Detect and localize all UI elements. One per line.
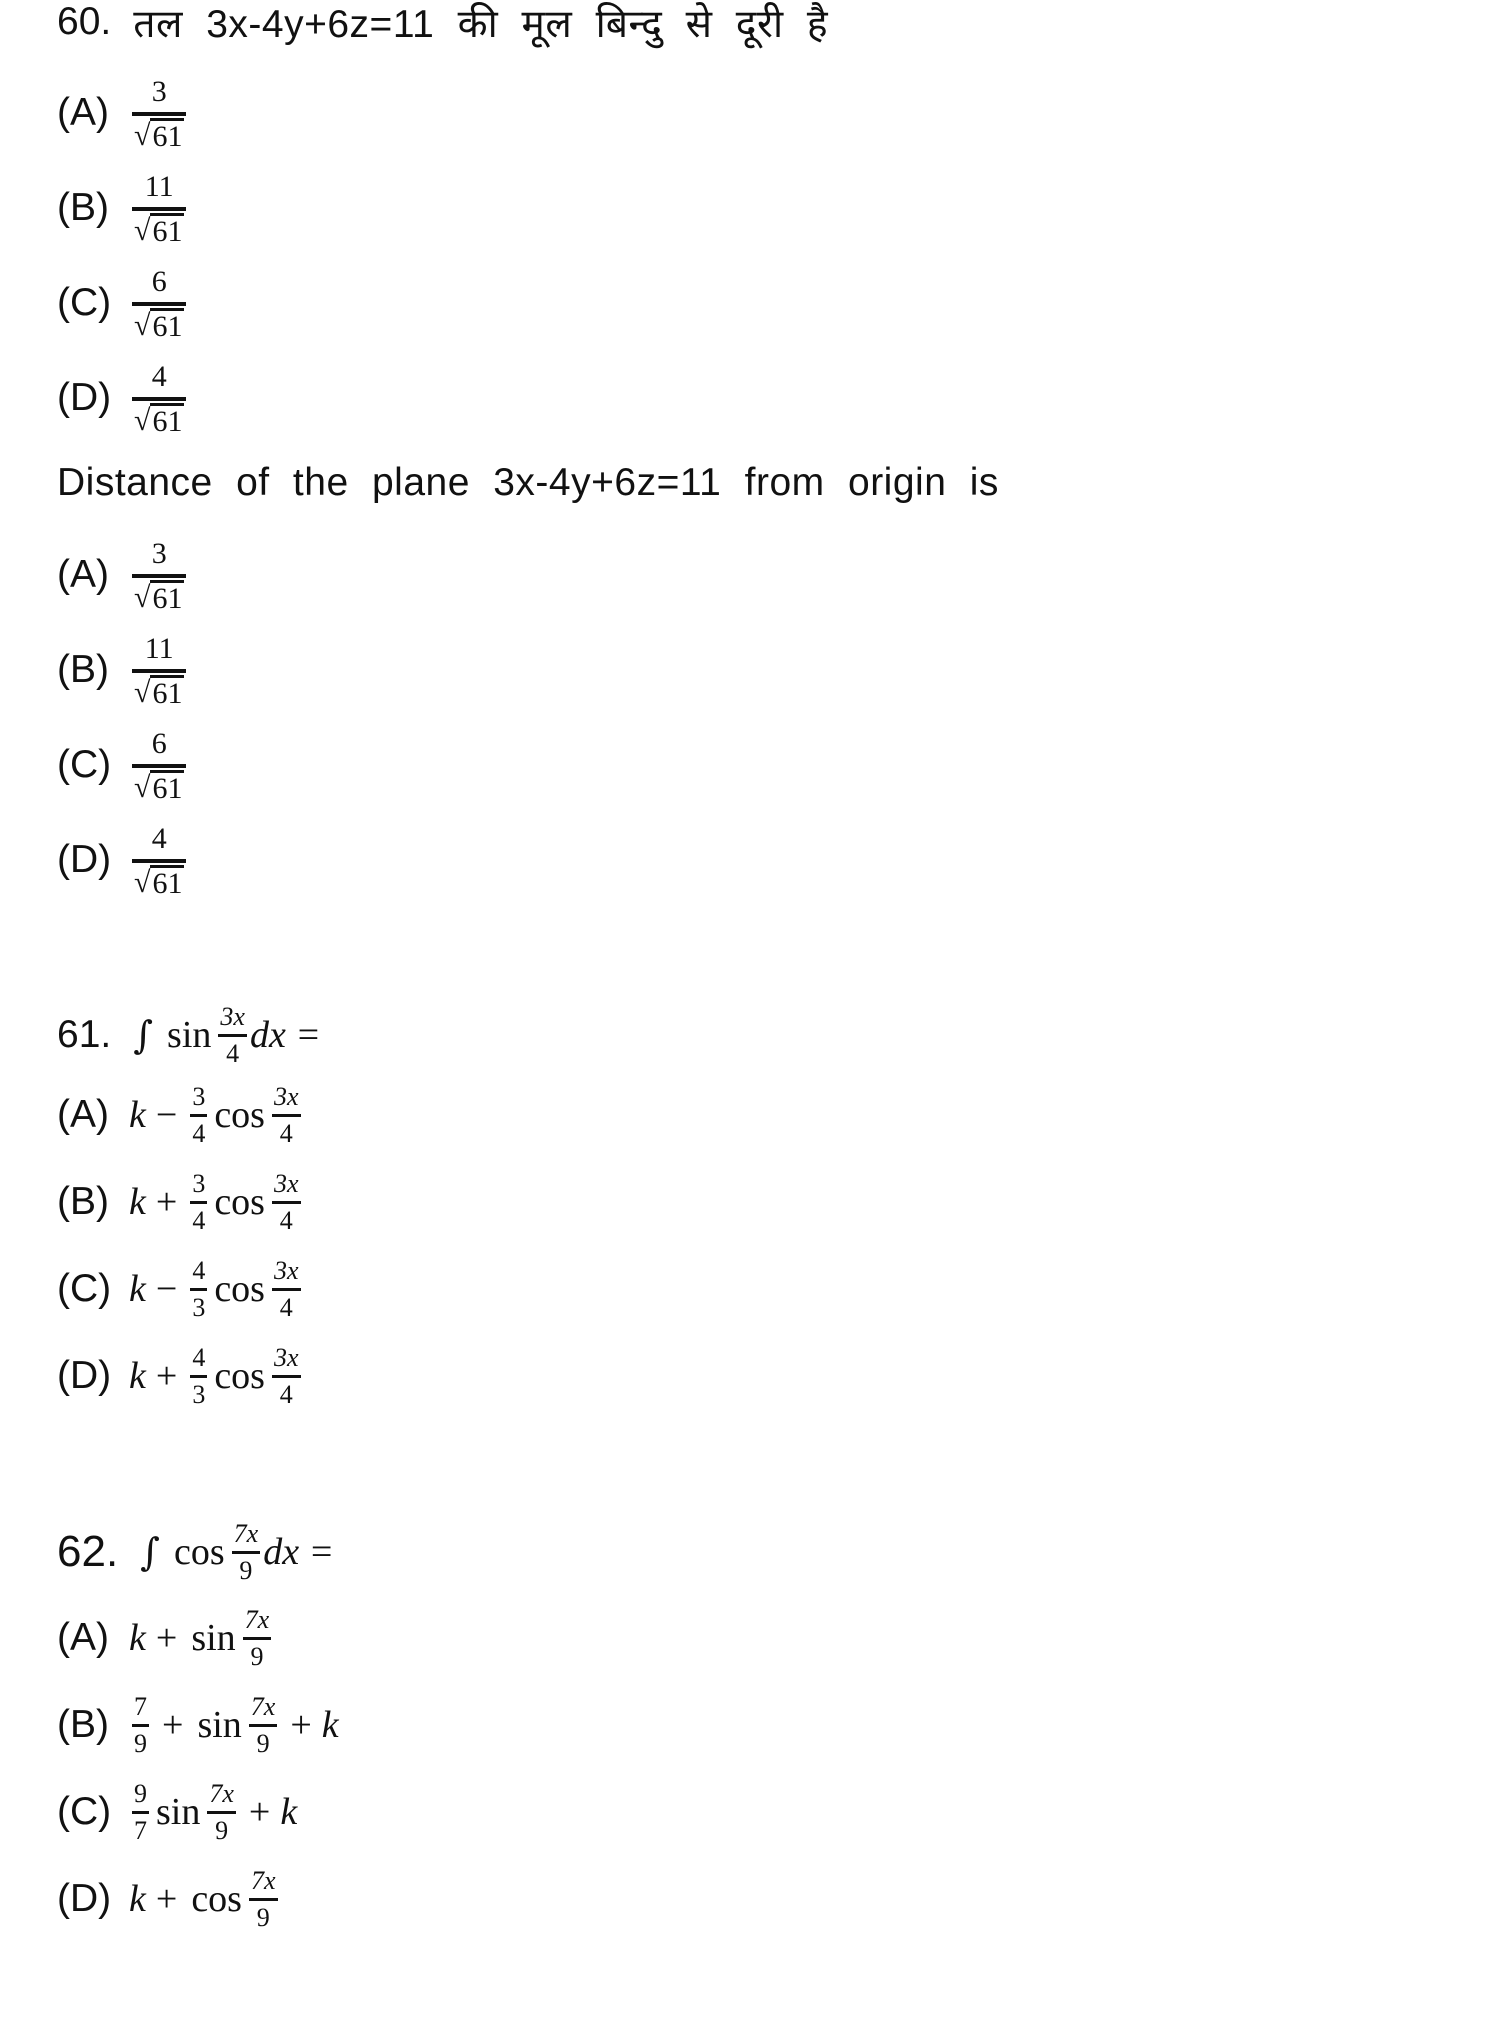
fraction-bar	[132, 574, 186, 578]
fraction: $\frac{4}{3}$	[192, 1342, 206, 1409]
option-label: (A)	[57, 91, 109, 134]
fraction	[132, 359, 186, 438]
sqrt-icon: √	[134, 675, 151, 709]
integral-icon: ∫	[133, 1013, 154, 1057]
fraction-bar	[249, 1724, 278, 1727]
fraction: $\frac{3x}{4}$	[273, 1168, 299, 1235]
q60-hindi-option-a[interactable]	[57, 68, 189, 158]
q61-question	[57, 995, 321, 1075]
option-label: (A)	[57, 553, 109, 596]
q62-option-b[interactable]	[57, 1685, 339, 1765]
q60-hindi-option-c[interactable]	[57, 258, 189, 348]
fraction-bar	[132, 1811, 149, 1814]
q60-english-option-c[interactable]	[57, 720, 189, 810]
numerator: 4	[151, 359, 167, 393]
numerator: 6	[151, 726, 167, 760]
fraction	[132, 169, 186, 248]
fraction-bar	[272, 1375, 301, 1378]
fraction: $\frac{3x}{4}$	[273, 1342, 299, 1409]
numerator: 11	[144, 169, 174, 203]
sqrt-icon: √	[134, 118, 151, 152]
sqrt-denominator: √ 61	[134, 580, 183, 615]
option-label: (A)	[57, 1616, 109, 1659]
q62-option-a[interactable]	[57, 1598, 274, 1678]
fraction: $\frac{3x}{4}$	[220, 1001, 245, 1068]
q62-option-d[interactable]	[57, 1859, 281, 1939]
q60-english-question	[57, 458, 999, 508]
fraction: $\frac{4}{3}$	[192, 1255, 206, 1322]
sqrt-denominator: √ 61	[134, 118, 183, 153]
fraction-bar	[218, 1034, 247, 1037]
option-expression: $\frac{9}{7}$ sin $\frac{7x}{9}$ + k	[134, 1778, 298, 1845]
fraction-bar	[132, 302, 186, 306]
q60-english-option-a[interactable]	[57, 530, 189, 620]
q60-hindi-question	[57, 0, 828, 44]
q60-hindi-option-b[interactable]	[57, 163, 189, 253]
sqrt-icon: √	[134, 308, 151, 342]
fraction-bar	[272, 1288, 301, 1291]
option-label: (D)	[57, 1354, 112, 1397]
fraction: $\frac{3}{4}$	[192, 1081, 206, 1148]
q62-option-c[interactable]	[57, 1772, 297, 1852]
fraction-bar	[132, 112, 186, 116]
question-text-english: Distance of the plane 3x-4y+6z=11 from origin is	[57, 461, 999, 504]
fraction-bar	[132, 764, 186, 768]
sqrt-denominator: √ 61	[134, 675, 183, 710]
q61-option-a[interactable]	[57, 1075, 304, 1155]
fraction: $\frac{3}{4}$	[192, 1168, 206, 1235]
fraction: $\frac{9}{7}$	[134, 1778, 147, 1845]
option-label: (C)	[57, 743, 112, 786]
option-expression: k + $\frac{4}{3}$ cos $\frac{3x}{4}$	[129, 1342, 299, 1409]
sqrt-denominator: √ 61	[134, 213, 183, 248]
q61-option-c[interactable]	[57, 1249, 304, 1329]
integral-icon: ∫	[140, 1530, 160, 1574]
fraction	[132, 74, 186, 153]
option-label: (B)	[57, 1703, 109, 1746]
question-number: 62.	[57, 1527, 119, 1576]
sqrt-icon: √	[134, 580, 151, 614]
option-expression: k + cos $\frac{7x}{9}$	[129, 1865, 276, 1932]
option-label: (D)	[57, 1877, 112, 1920]
option-expression: k + $\frac{3}{4}$ cos $\frac{3x}{4}$	[129, 1168, 299, 1235]
question-number: 61.	[57, 1013, 112, 1056]
fraction: $\frac{3x}{4}$	[273, 1255, 299, 1322]
option-label: (B)	[57, 1180, 109, 1223]
sqrt-icon: √	[134, 770, 151, 804]
numerator: 4	[151, 821, 167, 855]
q61-option-b[interactable]	[57, 1162, 304, 1242]
option-label: (A)	[57, 1093, 109, 1136]
fraction	[132, 821, 186, 900]
question-number: 60.	[57, 0, 112, 43]
fraction-bar	[272, 1114, 301, 1117]
sqrt-icon: √	[134, 403, 151, 437]
sqrt-denominator: √ 61	[134, 865, 183, 900]
fraction: $\frac{7x}{9}$	[244, 1604, 270, 1671]
fraction-bar	[272, 1201, 301, 1204]
fraction-bar	[190, 1201, 207, 1204]
q60-english-option-d[interactable]	[57, 815, 189, 905]
numerator: 11	[144, 631, 174, 665]
q61-option-d[interactable]	[57, 1336, 304, 1416]
fraction: $\frac{7}{9}$	[134, 1691, 147, 1758]
fraction-bar	[232, 1551, 261, 1554]
fraction: $\frac{7x}{9}$	[209, 1778, 234, 1845]
fraction-bar	[132, 397, 186, 401]
option-expression: k + sin $\frac{7x}{9}$	[129, 1604, 270, 1671]
option-label: (C)	[57, 1790, 112, 1833]
numerator: 3	[151, 536, 167, 570]
fraction-bar	[190, 1288, 207, 1291]
sqrt-icon: √	[134, 865, 151, 899]
integral-expression: ∫ cos $\frac{7x}{9}$ dx =	[140, 1518, 335, 1585]
sqrt-denominator: √ 61	[134, 770, 183, 805]
fraction-bar	[132, 1724, 149, 1727]
fraction	[132, 536, 186, 615]
fraction: $\frac{7x}{9}$	[233, 1518, 259, 1585]
fraction	[132, 631, 186, 710]
fraction	[132, 264, 186, 343]
option-expression: k − $\frac{3}{4}$ cos $\frac{3x}{4}$	[129, 1081, 299, 1148]
q62-question	[57, 1512, 334, 1592]
sqrt-icon: √	[134, 213, 151, 247]
fraction: $\frac{3x}{4}$	[273, 1081, 299, 1148]
fraction-bar	[243, 1637, 272, 1640]
option-label: (D)	[57, 838, 112, 881]
sqrt-denominator: √ 61	[134, 308, 183, 343]
fraction-bar	[132, 859, 186, 863]
fraction-bar	[190, 1114, 207, 1117]
fraction: $\frac{7x}{9}$	[250, 1691, 276, 1758]
fraction-bar	[249, 1898, 278, 1901]
option-label: (B)	[57, 186, 109, 229]
question-text-hindi: तल 3x-4y+6z=11 की मूल बिन्दु से दूरी है	[133, 2, 829, 46]
q60-english-option-b[interactable]	[57, 625, 189, 715]
fraction-bar	[132, 669, 186, 673]
q60-hindi-option-d[interactable]	[57, 353, 189, 443]
sqrt-denominator: √ 61	[134, 403, 183, 438]
numerator: 6	[151, 264, 167, 298]
option-label: (C)	[57, 281, 112, 324]
option-expression: $\frac{7}{9}$ + sin $\frac{7x}{9}$ + k	[134, 1691, 339, 1758]
fraction: $\frac{7x}{9}$	[250, 1865, 276, 1932]
fraction-bar	[207, 1811, 236, 1814]
option-label: (C)	[57, 1267, 112, 1310]
numerator: 3	[151, 74, 167, 108]
integral-expression: ∫ sin $\frac{3x}{4}$ dx =	[133, 1001, 321, 1068]
option-label: (B)	[57, 648, 109, 691]
option-label: (D)	[57, 376, 112, 419]
fraction-bar	[132, 207, 186, 211]
option-expression: k − $\frac{4}{3}$ cos $\frac{3x}{4}$	[129, 1255, 299, 1322]
fraction	[132, 726, 186, 805]
fraction-bar	[190, 1375, 207, 1378]
